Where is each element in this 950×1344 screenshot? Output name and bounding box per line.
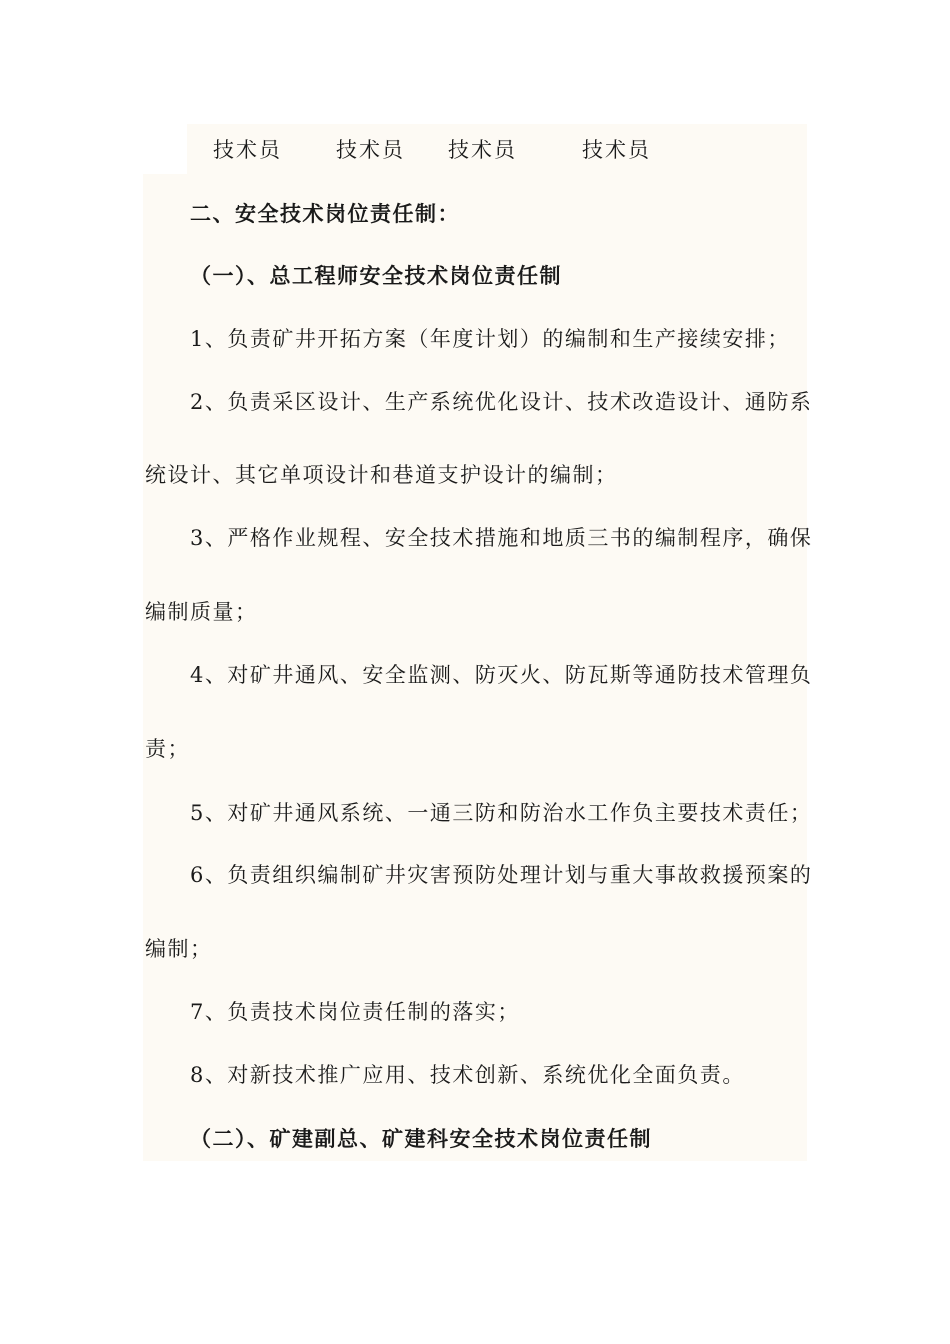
- list-item: 3、严格作业规程、安全技术措施和地质三书的编制程序，确保: [190, 526, 813, 550]
- list-item: 8、对新技术推广应用、技术创新、系统优化全面负责。: [190, 1063, 745, 1087]
- list-item-continuation: 责；: [145, 737, 190, 761]
- staff-label: 技术员: [213, 138, 282, 162]
- list-item: 4、对矿井通风、安全监测、防灭火、防瓦斯等通防技术管理负: [190, 663, 813, 687]
- list-item-continuation: 统设计、其它单项设计和巷道支护设计的编制；: [145, 463, 618, 487]
- section-heading: 二、安全技术岗位责任制：: [190, 201, 460, 226]
- staff-label: 技术员: [582, 138, 651, 162]
- list-item: 5、对矿井通风系统、一通三防和防治水工作负主要技术责任；: [190, 801, 813, 825]
- list-item: 7、负责技术岗位责任制的落实；: [190, 1000, 520, 1024]
- list-item: 1、负责矿井开拓方案（年度计划）的编制和生产接续安排；: [190, 327, 790, 351]
- subsection-heading-1: （一）、总工程师安全技术岗位责任制: [190, 263, 562, 288]
- list-item: 6、负责组织编制矿井灾害预防处理计划与重大事故救援预案的: [190, 863, 813, 887]
- staff-label: 技术员: [448, 138, 517, 162]
- list-item-continuation: 编制质量；: [145, 600, 258, 624]
- list-item: 2、负责采区设计、生产系统优化设计、技术改造设计、通防系: [190, 390, 813, 414]
- list-item-continuation: 编制；: [145, 937, 213, 961]
- subsection-heading-2: （二）、矿建副总、矿建科安全技术岗位责任制: [190, 1126, 652, 1151]
- staff-label: 技术员: [336, 138, 405, 162]
